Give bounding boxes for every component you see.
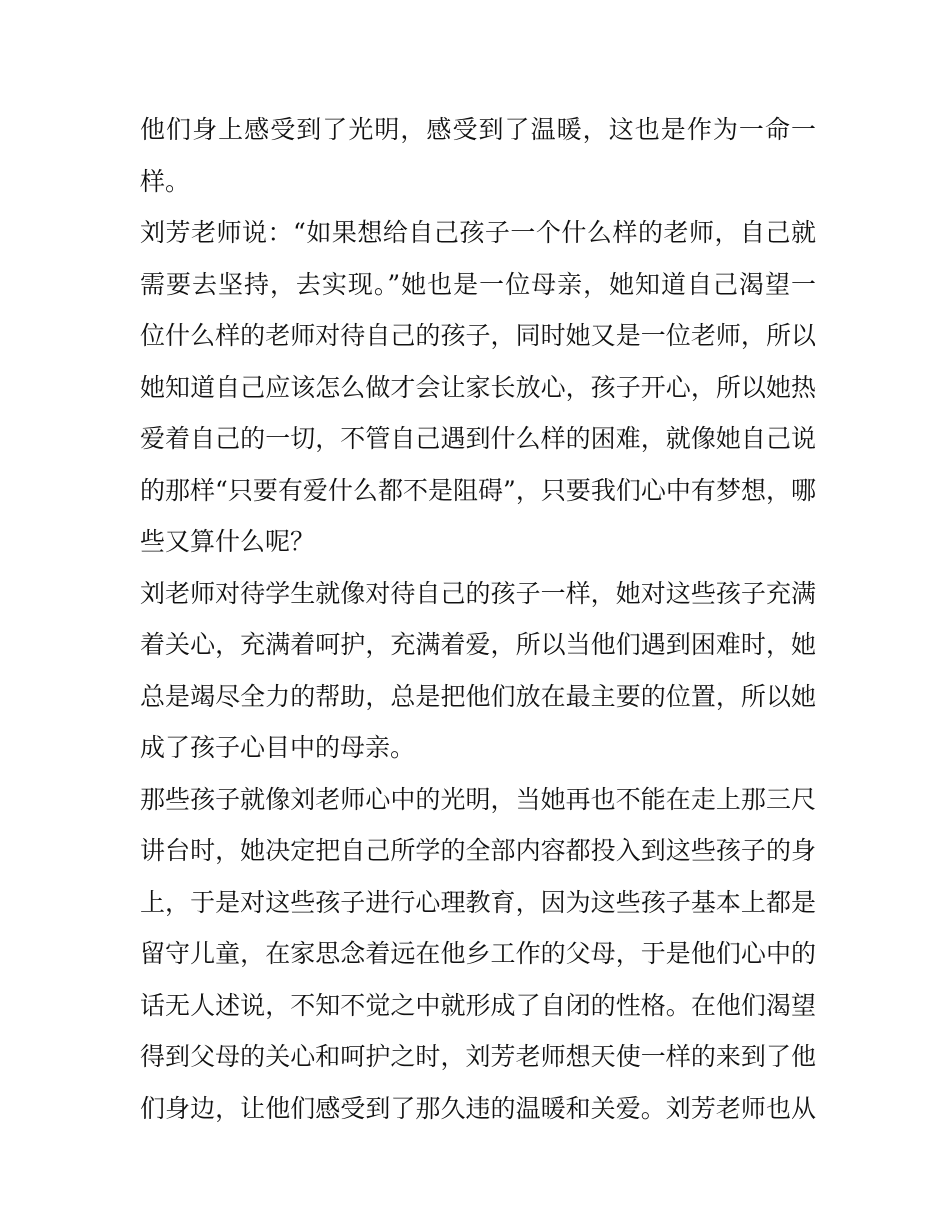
text-line: 留守儿童，在家思念着远在他乡工作的父母，于是他们心中的	[140, 939, 816, 968]
text-line: 得到父母的关心和呵护之时，刘芳老师想天使一样的来到了他	[140, 1042, 816, 1071]
text-line: 那些孩子就像刘老师心中的光明，当她再也不能在走上那三尺	[140, 784, 816, 814]
text-line: 上，于是对这些孩子进行心理教育，因为这些孩子基本上都是	[140, 887, 816, 917]
text-line: 刘老师对待学生就像对待自己的孩子一样，她对这些孩子充满	[140, 578, 816, 608]
text-line: 位什么样的老师对待自己的孩子，同时她又是一位老师，所以	[140, 321, 816, 350]
text-line: 样。	[140, 166, 191, 196]
text-line: 话无人述说，不知不觉之中就形成了自闭的性格。在他们渴望	[140, 990, 816, 1020]
text-line: 的那样“只要有爱什么都不是阻碍”，只要我们心中有梦想，哪	[140, 475, 816, 505]
text-line: 她知道自己应该怎么做才会让家长放心，孩子开心，所以她热	[140, 372, 816, 402]
text-line: 爱着自己的一切，不管自己遇到什么样的困难，就像她自己说	[140, 424, 816, 453]
body-text	[140, 104, 816, 1134]
text-line: 讲台时，她决定把自己所学的全部内容都投入到这些孩子的身	[140, 836, 816, 865]
text-line: 们身边，让他们感受到了那久违的温暖和关爱。刘芳老师也从	[140, 1093, 816, 1123]
text-line: 着关心，充满着呵护，充满着爱，所以当他们遇到困难时，她	[140, 630, 816, 659]
text-line: 刘芳老师说：“如果想给自己孩子一个什么样的老师，自己就	[140, 218, 816, 247]
text-line: 总是竭尽全力的帮助，总是把他们放在最主要的位置，所以她	[140, 681, 816, 711]
text-line: 些又算什么呢？	[140, 527, 316, 556]
text-line: 成了孩子心目中的母亲。	[140, 733, 416, 762]
text-line: 需要去坚持，去实现。”她也是一位母亲，她知道自己渴望一	[140, 269, 816, 299]
text-line: 他们身上感受到了光明，感受到了温暖，这也是作为一命一	[140, 115, 816, 144]
